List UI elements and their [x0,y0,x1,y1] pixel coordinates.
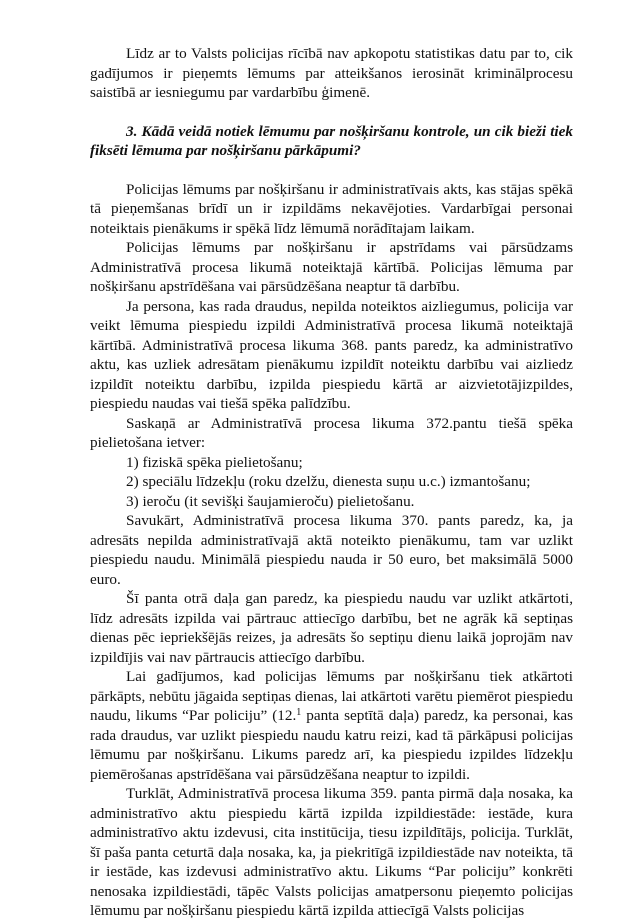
paragraph-appeal: Policijas lēmums par nošķiršanu ir apstrīdams vai pārsūdzams Administratīvā procesa likumā noteiktajā kārtībā. Policijas lēmuma par nošķiršanu apstrīdēšana vai pārsūdzēšana neaptur tā darbību. [90,239,573,295]
paragraph-decision-effect: Policijas lēmums par nošķiršanu ir administratīvais akts, kas stājas spēkā tā pieņemšanas brīdī un ir izpildāms nekavējoties. Vardarbīgai personai noteiktais pienākums ir spēkā līdz lēmumā norādītajam laikam. [90,180,573,237]
paragraph-direct-force: Saskaņā ar Administratīvā procesa likuma 372.pantu tiešā spēka pielietošana ietver: [90,414,573,451]
police-law-text-b: panta septītā daļa) paredz, ka personai, kas rada draudus, var uzlikt piespiedu naudu katru reizi, kad tā pārkāpusi policijas lēmumu par nošķiršanu. Likums paredz arī, ka piespiedu izpildes līdzekļu piemērošanas apstrīdēšana vai pārsūdzēšana neaptur to izpildi. [90,707,573,783]
paragraph-repeat-payment: Šī panta otrā daļa gan paredz, ka piespiedu naudu var uzlikt atkārtoti, līdz adresāts izpilda vai pārtrauc attiecīgo darbību, bet ne agrāk kā septiņas dienas pēc iepriekšējās reizes, ja adresāts šo septiņu dienu laikā joprojām nav izpildījis vai nav pārtraucis attiecīgo darbību. [90,590,573,666]
list-item: 2) speciālu līdzekļu (roku dzelžu, dienesta suņu u.c.) izmantošanu; [126,473,531,490]
list-item: 3) ieroču (it sevišķi šaujamieroču) pielietošanu. [126,492,415,510]
paragraph-execution-authority: Turklāt, Administratīvā procesa likuma 359. panta pirmā daļa nosaka, ka administratīvo aktu piespiedu kārtā izpilda izpildiestāde: iestāde, kura administratīvo aktu izdevusi, cita institūcija, tiesu izpildītājs, policija. Turklāt, šī paša panta ceturtā daļa nosaka, ka, ja piekritīgā izpildiestāde nav noteikta, tā ir iestāde, kas izdevusi administratīvo aktu. Likums “Par policiju” konkrēti nenosaka izpildiestādi, tāpēc Valsts policijas amatpersonu pieņemto policijas lēmumu par nošķiršanu piespiedu kārtā izpilda attiecīgā Valsts policijas [90,785,573,919]
paragraph-police-law [90,667,573,784]
intro-paragraph: Līdz ar to Valsts policijas rīcībā nav apkopotu statistikas datu par to, cik gadījumos ir pieņemts lēmums par atteikšanos ierosināt kriminālprocesu saistībā ar iesniegumu par vardarbību ģimenē. [90,45,573,101]
list-item: 1) fiziskā spēka pielietošanu; [126,453,303,471]
footnote-superscript: 1 [296,707,302,718]
document-body [90,44,573,921]
question-heading: 3. Kādā veidā notiek lēmumu par nošķiršanu kontrole, un cik bieži tiek fiksēti lēmuma par nošķiršanu pārkāpumi? [90,122,573,159]
force-list [90,453,573,512]
police-law-text-a: Lai gadījumos, kad policijas lēmums par nošķiršanu tiek atkārtoti pārkāpts, nebūtu jāgaida septiņas dienas, lai atkārtoti varētu piemērot piespiedu naudu, likums “Par policiju” (12. [90,668,573,724]
paragraph-penalty-payment: Savukārt, Administratīvā procesa likuma 370. pants paredz, ka, ja adresāts nepilda administratīvajā aktā noteikto pienākumu, tam var uzlikt piespiedu naudu. Minimālā piespiedu nauda ir 50 euro, bet maksimālā 5000 euro. [90,512,573,588]
paragraph-enforcement: Ja persona, kas rada draudus, nepilda noteiktos aizliegumus, policija var veikt lēmuma piespiedu izpildi Administratīvā procesa likumā noteiktajā kārtībā. Administratīvā procesa likuma 368. pants paredz, ka administratīvo aktu, kas uzliek adresātam pienākumu izpildīt noteiktu darbību vai aizliedz izpildīt noteiktu darbību, izpilda piespiedu kārtā ar aizvietotājizpildes, piespiedu naudas vai tiešā spēka palīdzību. [90,297,573,412]
